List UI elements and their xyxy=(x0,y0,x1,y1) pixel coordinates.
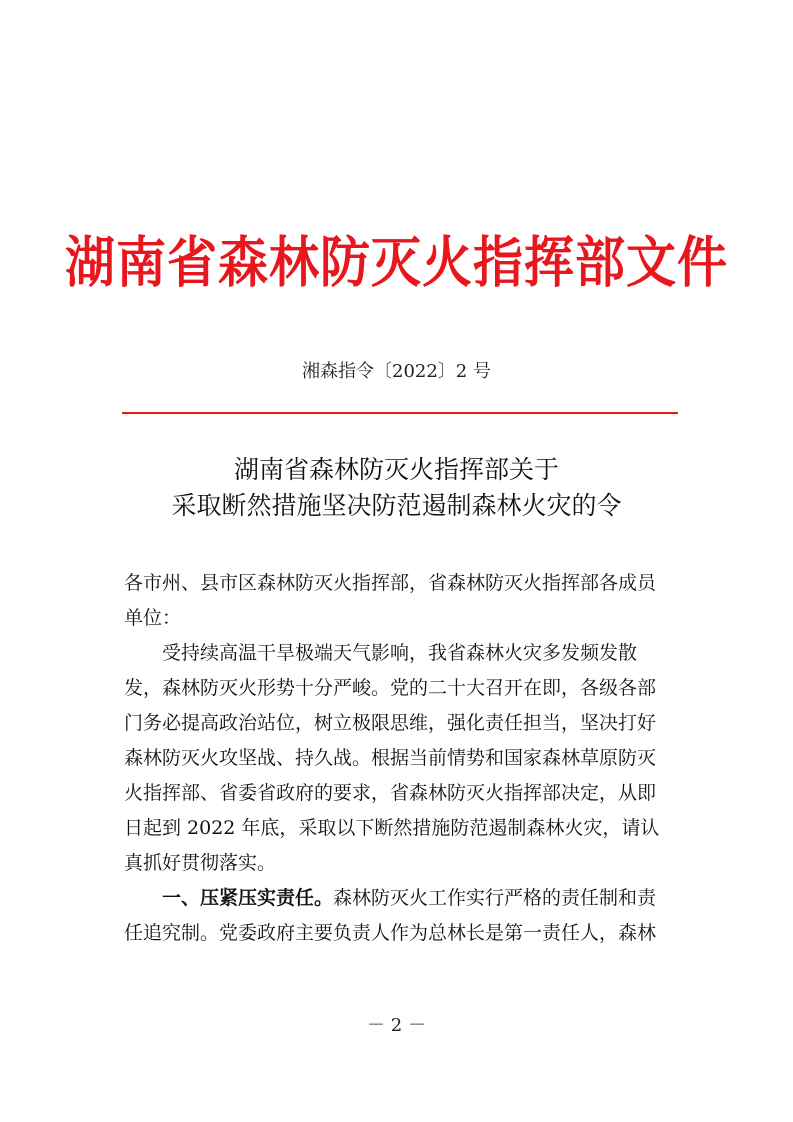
document-number: 湘森指令〔2022〕2 号 xyxy=(302,361,491,382)
paragraph-1-line-4: 森林防灭火攻坚战、持久战。根据当前情势和国家森林草原防灭 xyxy=(124,747,657,769)
title-line-1: 湖南省森林防灭火指挥部关于 xyxy=(233,455,559,484)
page-number: － 2 － xyxy=(367,1015,426,1036)
section-1-line-2: 任追究制。党委政府主要负责人作为总林长是第一责任人，森林 xyxy=(124,922,657,944)
paragraph-1-line-1: 受持续高温干旱极端天气影响，我省森林火灾多发频发散 xyxy=(162,642,638,664)
title-line-2: 采取断然措施坚决防范遏制森林火灾的令 xyxy=(171,491,622,520)
red-header-title: 湖南省森林防灭火指挥部文件 xyxy=(65,231,728,295)
recipients-line-1: 各市州、县市区森林防灭火指挥部，省森林防灭火指挥部各成员 xyxy=(124,572,657,594)
paragraph-1-line-5: 火指挥部、省委省政府的要求，省森林防灭火指挥部决定，从即 xyxy=(124,782,657,804)
recipients-line-2: 单位： xyxy=(124,607,182,629)
red-divider-line xyxy=(122,412,678,414)
paragraph-1-line-3: 门务必提高政治站位，树立极限思维，强化责任担当，坚决打好 xyxy=(124,712,657,734)
section-1-heading: 一、压紧压实责任。 xyxy=(162,887,334,909)
section-1-line-1 xyxy=(124,881,680,916)
paragraph-1-line-7: 真抓好贯彻落实。 xyxy=(124,852,277,874)
document-body xyxy=(124,566,680,951)
paragraph-1-line-6: 日起到 2022 年底，采取以下断然措施防范遏制森林火灾，请认 xyxy=(124,817,660,839)
section-1-text: 森林防灭火工作实行严格的责任制和责 xyxy=(333,887,657,909)
document-title xyxy=(0,452,793,524)
paragraph-1-line-2: 发，森林防灭火形势十分严峻。党的二十大召开在即，各级各部 xyxy=(124,677,657,699)
